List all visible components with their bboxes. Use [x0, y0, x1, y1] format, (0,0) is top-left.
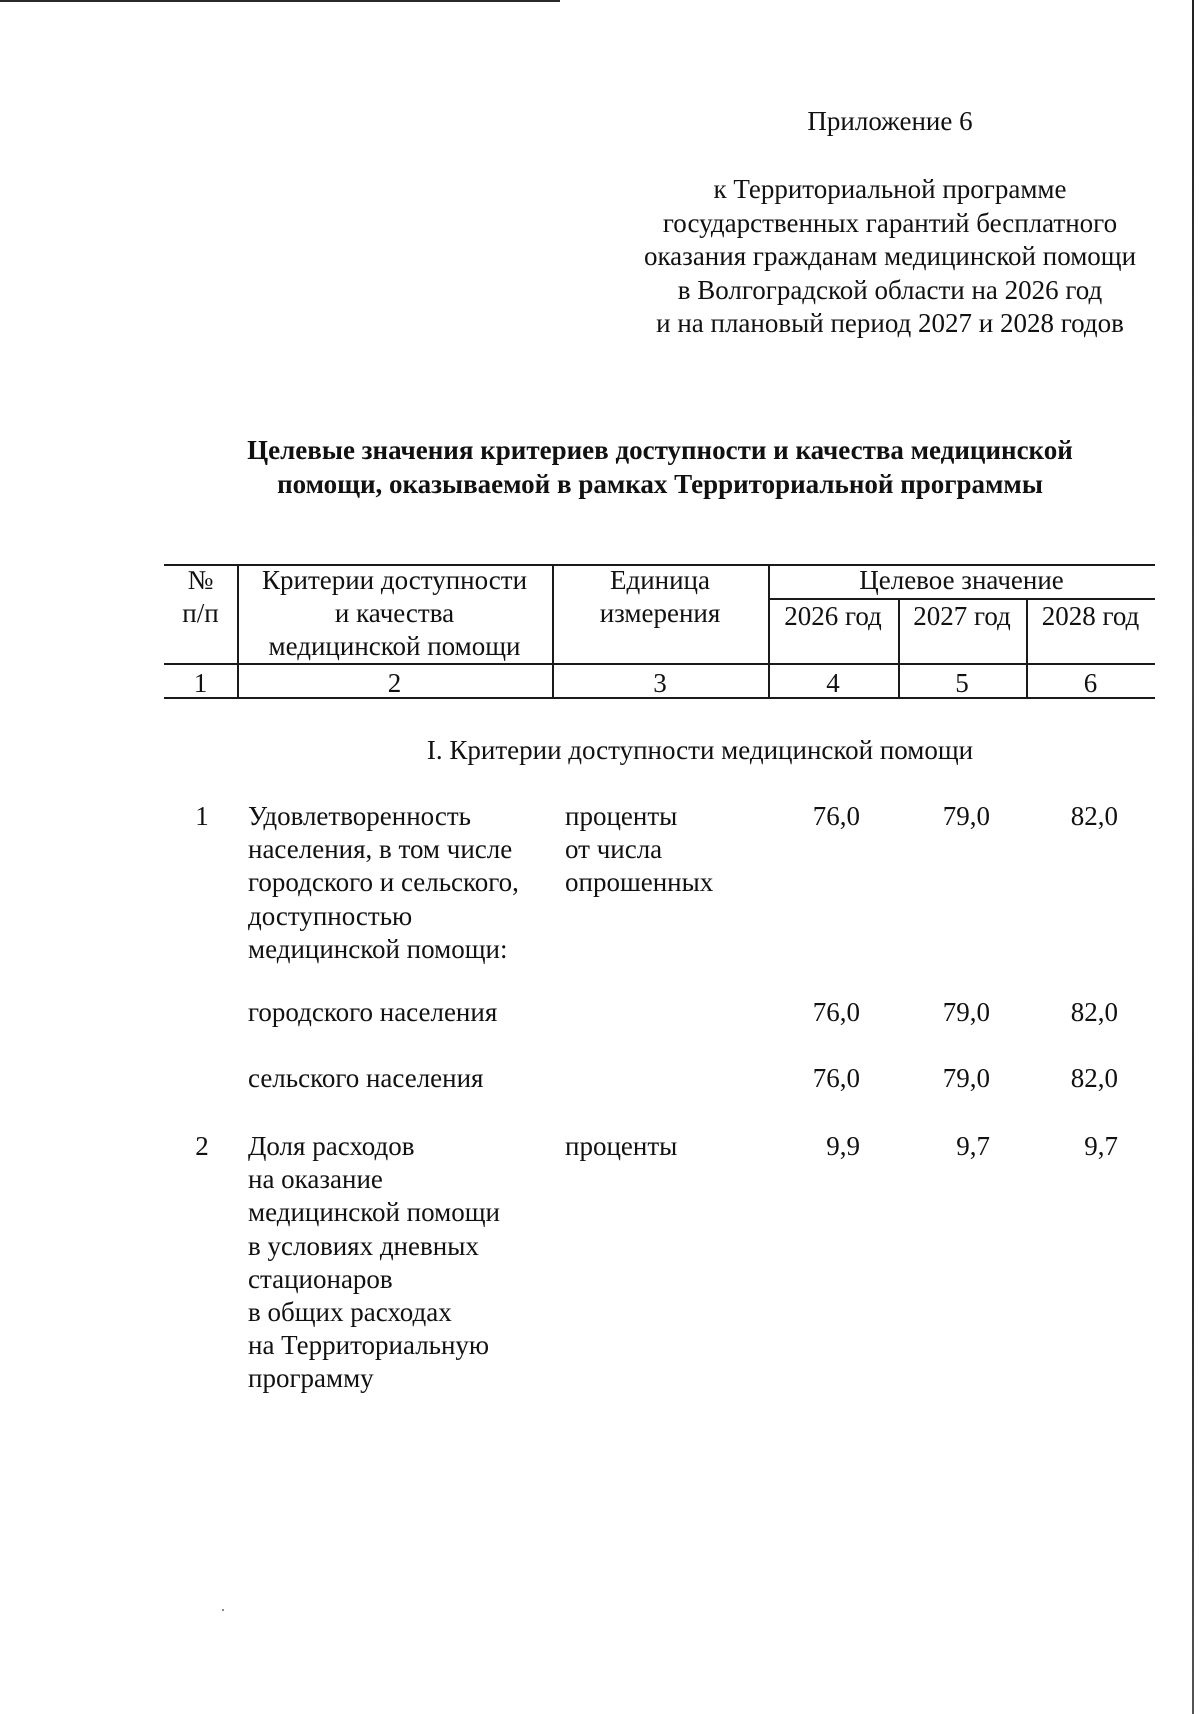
value-2027: 79,0 [942, 801, 990, 831]
column-number: 2 [387, 668, 402, 698]
unit-line: от числа [565, 834, 663, 865]
header-criteria [237, 564, 552, 663]
header-num-line: № [187, 565, 214, 595]
value-2027: 9,7 [956, 1131, 990, 1161]
header-criteria-line: Критерии доступности [261, 565, 528, 595]
appendix-subtitle [600, 173, 1180, 341]
value-2028: 9,7 [1084, 1131, 1118, 1161]
title-line: помощи, оказываемой в рамках Территориальной программы [277, 469, 1043, 499]
row-criteria [248, 996, 558, 1029]
value-2027: 79,0 [942, 997, 990, 1027]
row-criteria [248, 1130, 558, 1396]
row-number: 2 [195, 1131, 209, 1161]
value-2028: 82,0 [1070, 1063, 1118, 1093]
criteria-line: в условиях дневных [248, 1230, 479, 1261]
scan-edge-right [1192, 0, 1194, 1714]
value-2027: 79,0 [942, 1063, 990, 1093]
criteria-line: стационаров [248, 1263, 393, 1294]
appendix-title: Приложение 6 [807, 106, 973, 136]
header-num [164, 564, 237, 630]
header-num-line: п/п [182, 598, 219, 628]
appendix-line: к Территориальной программе [713, 174, 1067, 204]
section-heading: I. Критерии доступности медицинской помощи [426, 735, 974, 765]
value-2028: 82,0 [1070, 997, 1118, 1027]
criteria-line: доступностью [248, 900, 413, 931]
header-unit-line: измерения [599, 598, 721, 628]
value-2026: 76,0 [812, 1063, 860, 1093]
column-number: 6 [1083, 668, 1098, 698]
unit-line: опрошенных [565, 867, 714, 898]
header-criteria-line: медицинской помощи [268, 631, 521, 661]
header-unit-line: Единица [609, 565, 710, 595]
header-unit [552, 564, 768, 630]
row-unit [565, 800, 765, 900]
row-number: 1 [195, 801, 209, 831]
criteria-line: Удовлетворенность [248, 801, 471, 831]
header-year-2026: 2026 год [784, 601, 882, 631]
criteria-line: программу [248, 1363, 374, 1394]
criteria-line: городского и сельского, [248, 867, 519, 898]
column-number: 5 [955, 668, 969, 698]
header-year-2028: 2028 год [1041, 601, 1140, 631]
criteria-line: городского населения [248, 997, 498, 1027]
scan-speck [222, 1609, 224, 1611]
appendix-line: в Волгоградской области на 2026 год [677, 274, 1103, 305]
header-criteria-line: и качества [334, 598, 455, 628]
criteria-line: населения, в том числе [248, 834, 513, 865]
header-target-value: Целевое значение [859, 565, 1064, 595]
criteria-line: в общих расходах [248, 1297, 452, 1328]
row-criteria [248, 1062, 558, 1095]
title-line: Целевые значения критериев доступности и качества медицинской [247, 435, 1073, 465]
header-year-2027: 2027 год [913, 601, 1011, 631]
criteria-line: медицинской помощи [248, 1197, 500, 1228]
table-header [164, 564, 1155, 698]
appendix-line: и на плановый период 2027 и 2028 годов [656, 308, 1124, 338]
value-2026: 76,0 [812, 801, 860, 831]
criteria-line: на оказание [248, 1164, 383, 1195]
column-number: 1 [193, 668, 208, 698]
row-unit [565, 1130, 765, 1163]
appendix-line: государственных гарантий бесплатного [662, 207, 1118, 238]
value-2028: 82,0 [1070, 801, 1118, 831]
column-number: 4 [826, 668, 840, 698]
criteria-line: медицинской помощи: [248, 933, 508, 964]
document-title [150, 433, 1170, 501]
column-number: 3 [653, 668, 667, 698]
criteria-line: сельского населения [248, 1063, 484, 1093]
scan-edge-top [0, 0, 560, 2]
value-2026: 9,9 [826, 1131, 860, 1161]
criteria-line: на Территориальную [248, 1330, 490, 1361]
value-2026: 76,0 [812, 997, 860, 1027]
criteria-line: Доля расходов [248, 1131, 415, 1161]
unit-line: проценты [565, 1131, 678, 1161]
unit-line: проценты [565, 801, 678, 831]
appendix-line: оказания гражданам медицинской помощи [643, 241, 1137, 271]
row-criteria [248, 800, 558, 966]
header-mid-rule [164, 663, 1155, 665]
